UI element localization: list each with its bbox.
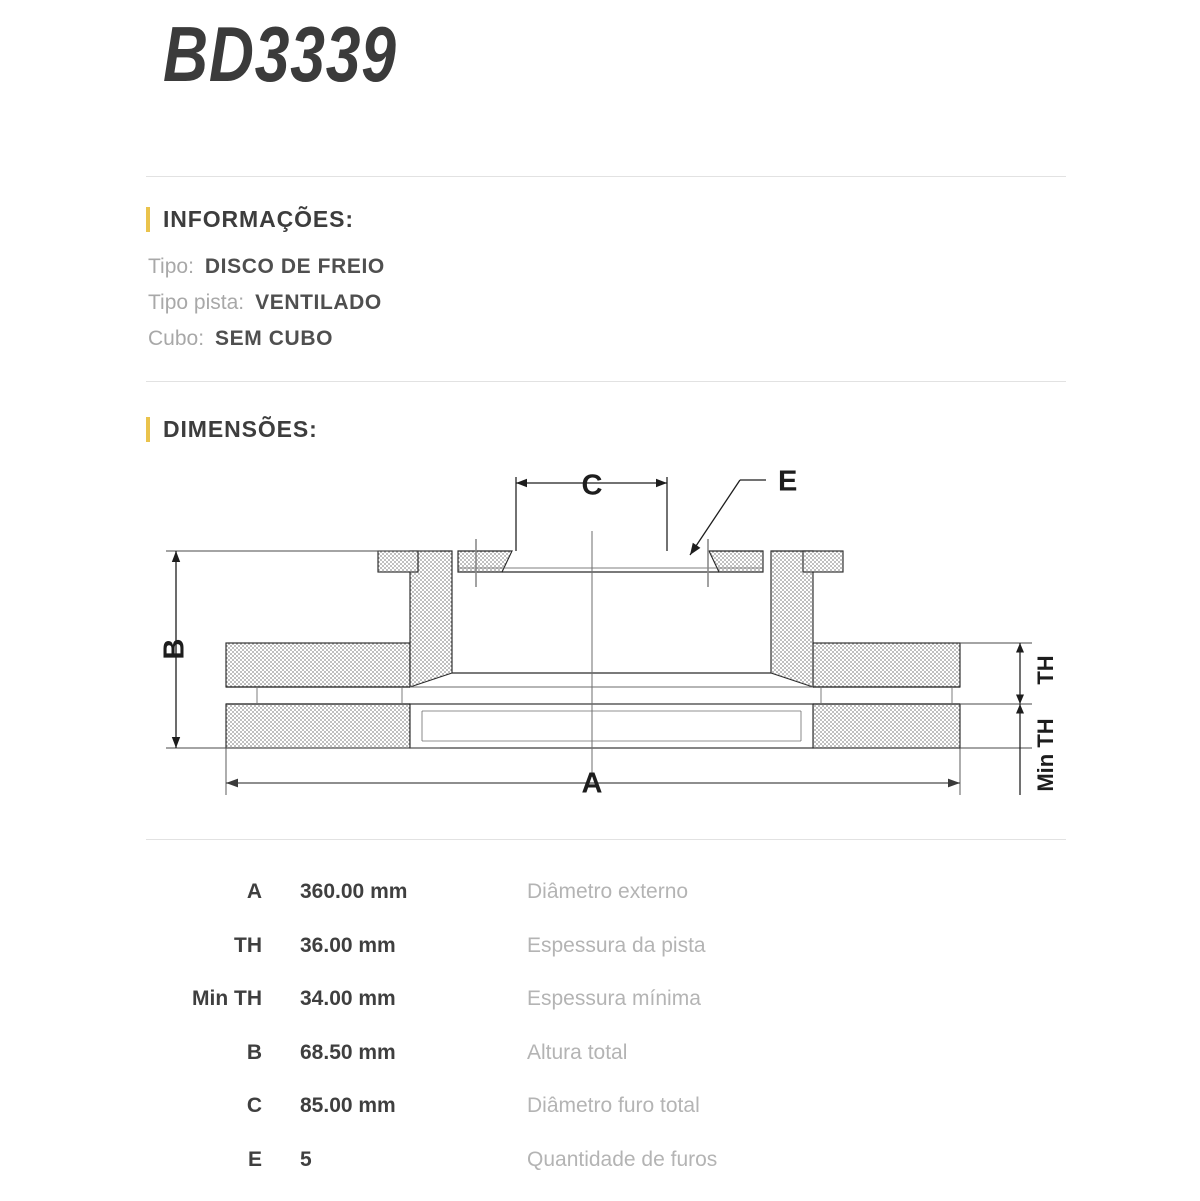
info-value-tipo-pista: VENTILADO bbox=[255, 291, 382, 315]
dimension-value: 36.00 mm bbox=[300, 934, 396, 958]
accent-bar-icon bbox=[146, 417, 150, 442]
dimension-description: Diâmetro furo total bbox=[527, 1094, 700, 1118]
dimension-value: 85.00 mm bbox=[300, 1094, 396, 1118]
dimension-value: 360.00 mm bbox=[300, 880, 407, 904]
dimension-label-a: A bbox=[582, 768, 603, 800]
dimension-label-c: C bbox=[582, 470, 603, 502]
dimension-value: 68.50 mm bbox=[300, 1041, 396, 1065]
dimension-description: Diâmetro externo bbox=[527, 880, 688, 904]
info-label-tipo-pista: Tipo pista: bbox=[148, 291, 244, 315]
table-row bbox=[0, 1094, 1200, 1148]
section-heading-informacoes-label: INFORMAÇÕES: bbox=[163, 206, 354, 233]
dimension-symbol: E bbox=[110, 1148, 262, 1172]
dimension-value: 5 bbox=[300, 1148, 312, 1172]
section-heading-informacoes bbox=[146, 205, 354, 233]
table-row bbox=[0, 1148, 1200, 1201]
table-row bbox=[0, 934, 1200, 988]
dimension-description: Quantidade de furos bbox=[527, 1148, 717, 1172]
dimension-description: Altura total bbox=[527, 1041, 627, 1065]
dimension-symbol: TH bbox=[110, 934, 262, 958]
dimension-label-e: E bbox=[778, 466, 797, 498]
brake-disc-cross-section-diagram bbox=[140, 455, 1080, 820]
table-row bbox=[0, 987, 1200, 1041]
dimension-description: Espessura mínima bbox=[527, 987, 701, 1011]
section-heading-dimensoes bbox=[146, 415, 318, 443]
info-label-cubo: Cubo: bbox=[148, 327, 204, 351]
dimension-description: Espessura da pista bbox=[527, 934, 706, 958]
dimension-symbol: A bbox=[110, 880, 262, 904]
dimension-value: 34.00 mm bbox=[300, 987, 396, 1011]
info-row-tipo-pista bbox=[148, 291, 385, 327]
info-row-tipo bbox=[148, 255, 385, 291]
dimension-symbol: Min TH bbox=[110, 987, 262, 1011]
dimension-label-min-th: Min TH bbox=[1033, 718, 1058, 791]
information-list bbox=[148, 255, 385, 363]
info-value-cubo: SEM CUBO bbox=[215, 327, 333, 351]
dimension-symbol: B bbox=[110, 1041, 262, 1065]
info-row-cubo bbox=[148, 327, 385, 363]
dimension-label-th: TH bbox=[1033, 655, 1058, 684]
page-title: BD3339 bbox=[163, 14, 397, 96]
info-label-tipo: Tipo: bbox=[148, 255, 194, 279]
divider-top bbox=[146, 176, 1066, 177]
divider-bottom bbox=[146, 839, 1066, 840]
table-row bbox=[0, 880, 1200, 934]
table-row bbox=[0, 1041, 1200, 1095]
info-value-tipo: DISCO DE FREIO bbox=[205, 255, 385, 279]
accent-bar-icon bbox=[146, 207, 150, 232]
dimensions-table bbox=[0, 880, 1200, 1201]
dimension-label-b: B bbox=[159, 639, 191, 660]
divider-middle bbox=[146, 381, 1066, 382]
section-heading-dimensoes-label: DIMENSÕES: bbox=[163, 416, 318, 443]
dimension-symbol: C bbox=[110, 1094, 262, 1118]
